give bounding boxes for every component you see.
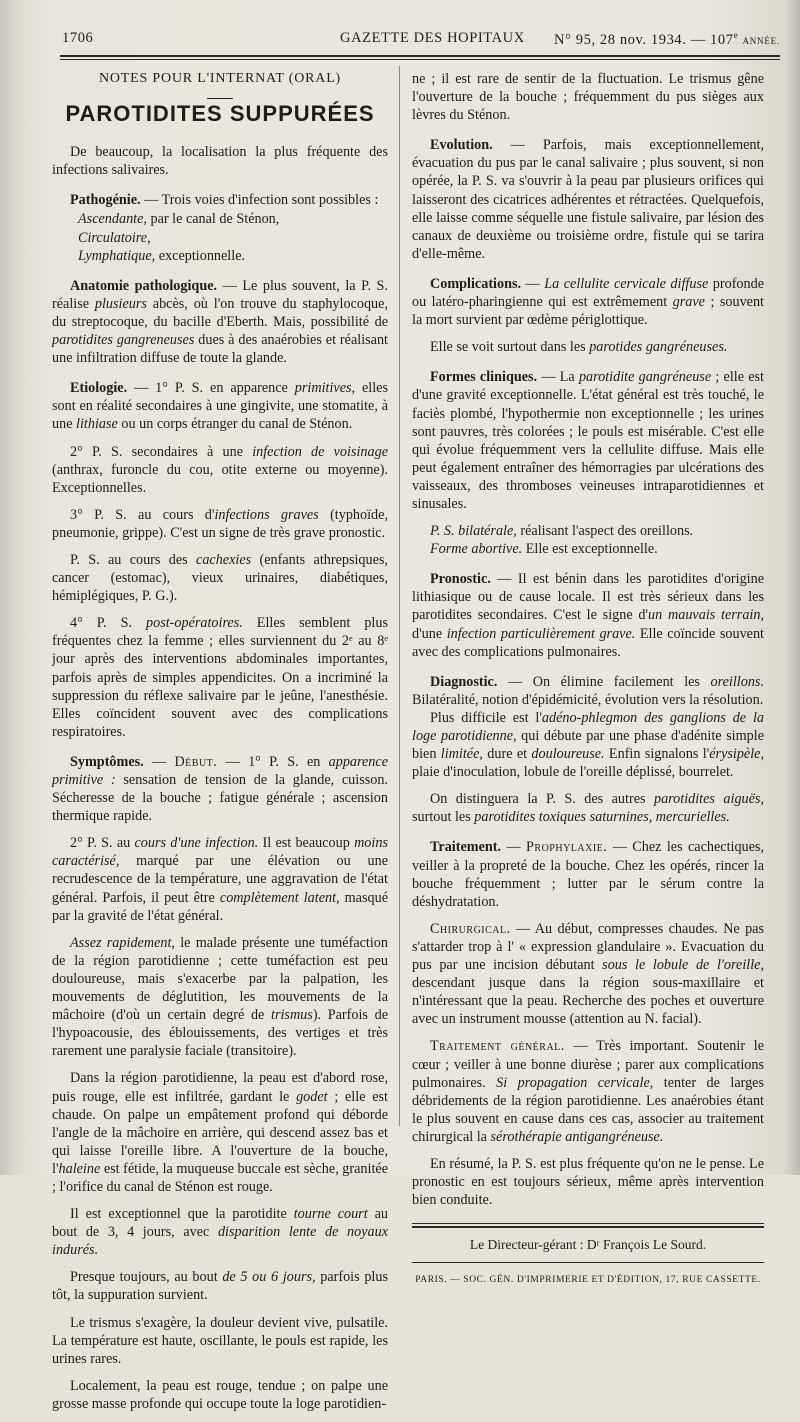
etiologie-paragraph: Etiologie. — 1° P. S. en apparence primitives, elles sont en réalité secondaires à une gingivite, une stomatite, à une lithiase ou un corps étranger du canal de Sténon. <box>52 380 389 433</box>
continuation-paragraph: ne ; il est rare de sentir de la fluctuation. Le trismus gêne l'ouverture de la bouche ; fréquemment du pus sièges aux lèvres du Sténon. <box>412 71 764 124</box>
etiologie-4: 4° P. S. post-opératoires. Elles semblent plus fréquentes chez la femme ; elles surviennent du 2ᵉ au 8ᵉ jour après des interventions abdominales importantes, parfois après de simples appendicites. On a incriminé la suppression du réflexe salivaire par le jeûne, l'anesthésie. Elles coïncident souvent avec des complications respiratoires. <box>52 615 388 740</box>
symptomes-8: Localement, la peau est rouge, tendue ; on palpe une grosse masse profonde qui occupe toute la loge parotidien- <box>52 1377 388 1412</box>
traitement-paragraph: Traitement. — Prophylaxie. — Chez les cachectiques, veiller à la propreté de la bouche. Chez les opérés, rincer la bouche fréquemment ; lutter par le sérum contre la déshydratation. <box>412 839 764 910</box>
pathogenie-list: Ascendante, par le canal de Sténon, Circulatoire, Lymphatique, exceptionnelle. <box>78 211 280 264</box>
diagnostic-2: Plus difficile est l'adéno-phlegmon des ganglions de la loge parotidienne, qui débute par une phase d'adénite simple bien limitée, dure et douloureuse. Enfin signalons l'érysipèle, plaie d'inoculation, lobule de l'oreille déplissé, bourrelet. <box>412 709 765 781</box>
header-rule <box>60 55 780 57</box>
footer-rule-thick <box>412 1226 764 1228</box>
formes-3: Forme abortive. Elle est exceptionnelle. <box>430 541 658 558</box>
printer-rule <box>412 1262 764 1263</box>
footer-rule <box>412 1223 764 1224</box>
intro-paragraph: De beaucoup, la localisation la plus fréquente des infections salivaires. <box>52 144 388 179</box>
issue-info: N° 95, 28 nov. 1934. — 107e ANNÉE. <box>554 30 780 48</box>
formes-paragraph: Formes cliniques. — La parotidite gangréneuse ; elle est d'une gravité exceptionnelle. L'état général est très touché, le faciès plombé, l'hypothermie non exceptionnelle ; les urines sont pauvres, très colorées ; le pouls est misérable. C'est elle qui évolue fréquemment vers la cellulite diffuse. Mais elle peut également entraîner des hémorragies par ulcérations des vaisseaux, des thromboses veineuses intraparotidiennes et sinusales. <box>412 369 765 512</box>
title-rule <box>207 98 233 99</box>
formes-2: P. S. bilatérale, réalisant l'aspect des oreillons. <box>430 523 694 540</box>
article-title: PAROTIDITES SUPPURÉES <box>65 101 375 127</box>
resume-paragraph: En résumé, la P. S. est plus fréquente qu'on ne le pense. Le pronostic en est toujours sérieux, même après intervention bien conduite. <box>412 1155 764 1209</box>
diagnostic-paragraph: Diagnostic. — On élimine facilement les oreillons. Bilatéralité, notion d'épidémicité, évolution vers la résolution. <box>412 673 764 708</box>
etiologie-3: 3° P. S. au cours d'infections graves (typhoïde, pneumonie, grippe). C'est un signe de très grave pronostic. <box>52 506 388 541</box>
symptomes-5: Il est exceptionnel que la parotidite tourne court au bout de 3, 4 jours, avec disparition lente de noyaux indurés. <box>52 1206 388 1259</box>
evolution-paragraph: Evolution. — Parfois, mais exceptionnellement, évacuation du pus par le canal salivaire ; plus souvent, si non opérée, la P. S. va s'ouvrir à la peau par plusieurs orifices qui laisseront des cicatrices adhérentes et rétractées. Quelquefois, elle laisse comme séquelle une fistule salivaire, par lésion des canaux de deuxième ou troisième ordre, fistule qui se tarira d'elle-même. <box>412 137 764 262</box>
printer-line: PARIS. — SOC. GÉN. D'IMPRIMERIE ET D'ÉDITION, 17, RUE CASSETTE. <box>415 1275 761 1286</box>
section-kicker: NOTES POUR L'INTERNAT (ORAL) <box>98 71 342 86</box>
diagnostic-3: On distinguera la P. S. des autres parotidites aiguës, surtout les parotidites toxiques saturnines, mercurielles. <box>412 791 764 826</box>
etiologie-2: 2° P. S. secondaires à une infection de voisinage (anthrax, furoncle du cou, otite externe ou moyenne). Exceptionnelles. <box>52 443 388 496</box>
traitement-chirurgical: Chirurgical. — Au début, compresses chaudes. Ne pas s'attarder trop à l' « expression glandulaire ». Evacuation du pus par une incision débutant sous le lobule de l'oreille, descendant jusque dans la région sous-maxillaire et n'intéressant que la peau. Recherche des poches et ouverture avec un instrument mousse (attention au N. facial). <box>412 920 764 1028</box>
pronostic-paragraph: Pronostic. — Il est bénin dans les parotidites d'origine lithiasique ou de cause locale. Il est très sérieux dans les parotidites secondaires. C'est le signe d'un mauvais terrain, d'une infection particulièrement grave. Elle coïncide souvent avec des complications pulmonaires. <box>412 571 765 660</box>
complications-2: Elle se voit surtout dans les parotides gangréneuses. <box>430 339 728 356</box>
anatomie-paragraph: Anatomie pathologique. — Le plus souvent, la P. S. réalise plusieurs abcès, où l'on trouve du staphylocoque, du streptocoque, du bacille d'Eberth. Mais, possibilité de parotidites gangreneuses dues à des anaérobies et réalisant une infiltration diffuse de toute la glande. <box>52 277 388 367</box>
symptomes-6: Presque toujours, au bout de 5 ou 6 jours, parfois plus tôt, la suppuration survient. <box>52 1269 388 1304</box>
column-divider <box>399 66 400 1126</box>
symptomes-3: Assez rapidement, le malade présente une tuméfaction de la région parotidienne ; cette tuméfaction est peu douloureuse, mais s'exacerbe par la palpation, les mouvements de déglutition, les mouvements de la mâchoire (d'où un certain degré de trismus). Parfois de l'hypoacousie, des éblouissements, des vertiges et très rarement une paralysie faciale (transitoire). <box>52 934 388 1060</box>
page-number: 1706 <box>62 30 94 46</box>
journal-title: GAZETTE DES HOPITAUX <box>340 30 525 46</box>
symptomes-paragraph: Symptômes. — Début. — 1° P. S. en apparence primitive : sensation de tension de la glande, cuisson. Sécheresse de la bouche ; fatigue générale ; ascension thermique rapide. <box>52 753 388 825</box>
header-rule-thin <box>60 59 780 60</box>
right-column <box>412 70 764 1289</box>
symptomes-4: Dans la région parotidienne, la peau est d'abord rose, puis rouge, elle est infiltrée, gardant le godet ; elle est chaude. On palpe un empâtement profond qui déborde l'angle de la mâchoire en arrière, qui descend assez bas et qui laisse l'oreille libre. A l'ouverture de la bouche, l'haleine est fétide, la muqueuse buccale est sèche, granitée ; l'orifice du canal de Sténon est rouge. <box>52 1070 388 1195</box>
complications-paragraph: Complications. — La cellulite cervicale diffuse profonde ou latéro-pharingienne qui est extrêmement grave ; souvent la mort survient par œdème périglottique. <box>412 275 765 329</box>
director-line: Le Directeur-gérant : Dʳ François Le Sourd. <box>469 1237 707 1253</box>
etiologie-3b: P. S. au cours des cachexies (enfants athrepsiques, cancer (estomac), vieux urinaires, diabétiques, hémiplégiques, P. G.). <box>52 551 388 605</box>
pathogenie-paragraph: Pathogénie. — Trois voies d'infection sont possibles : <box>70 192 379 209</box>
symptomes-7: Le trismus s'exagère, la douleur devient vive, pulsatile. La température est haute, oscillante, le pouls est rapide, les urines rares. <box>52 1314 388 1367</box>
left-column <box>52 70 388 1422</box>
symptomes-2: 2° P. S. au cours d'une infection. Il est beaucoup moins caractérisé, marqué par une élévation ou une recrudescence de la température, une aggravation de l'état général. Parfois, il peut être complètement latent, masqué par la gravité de l'état général. <box>52 835 388 924</box>
running-header <box>60 30 780 52</box>
traitement-general: Traitement général. — Très important. Soutenir le cœur ; veiller à une bonne diurèse ; parer aux complications pulmonaires. Si propagation cervicale, tenter de larges débridements de la région parotidienne. Les anaérobies étant le plus souvent en cause dans ces cas, associer au traitement chirurgical la sérothérapie antigangréneuse. <box>412 1038 765 1145</box>
